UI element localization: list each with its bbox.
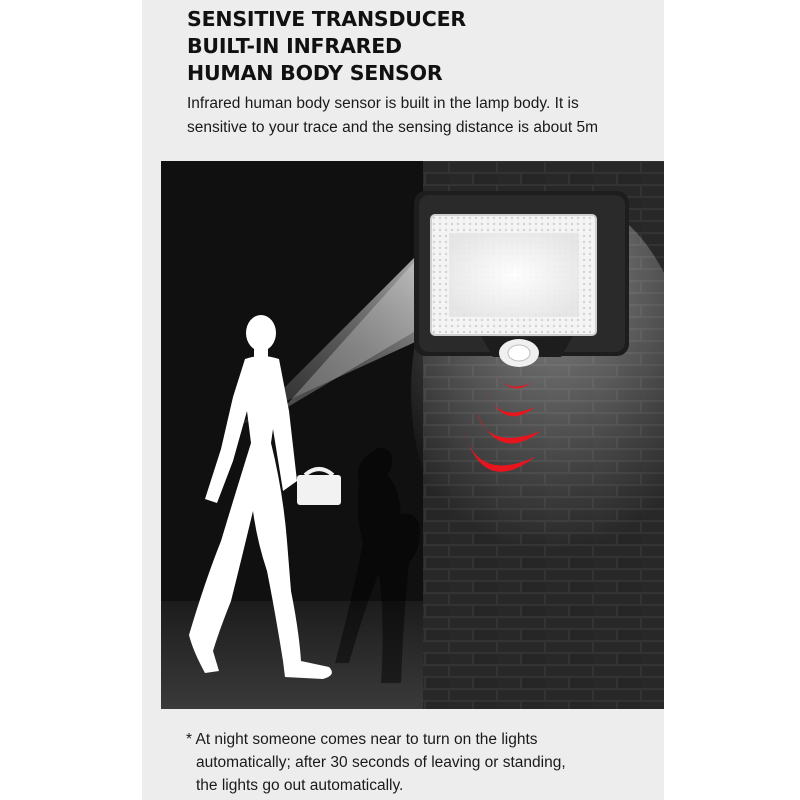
description-line-2: sensitive to your trace and the sensing distance is about 5m	[187, 119, 598, 136]
note-line-1: * At night someone comes near to turn on the lights	[186, 731, 538, 748]
heading-line-2: BUILT-IN INFRARED	[187, 34, 402, 58]
feature-heading	[187, 6, 466, 87]
sensor-scene-illustration	[161, 161, 664, 709]
pir-sensor-icon	[499, 339, 539, 367]
feature-description	[187, 92, 657, 140]
wall-lamp-icon	[414, 191, 629, 357]
heading-line-3: HUMAN BODY SENSOR	[187, 61, 443, 85]
usage-note	[186, 728, 656, 797]
note-line-3: the lights go out automatically.	[196, 777, 404, 794]
note-line-2: automatically; after 30 seconds of leaving or standing,	[196, 754, 566, 771]
heading-line-1: SENSITIVE TRANSDUCER	[187, 7, 466, 31]
description-line-1: Infrared human body sensor is built in the lamp body. It is	[187, 95, 579, 112]
